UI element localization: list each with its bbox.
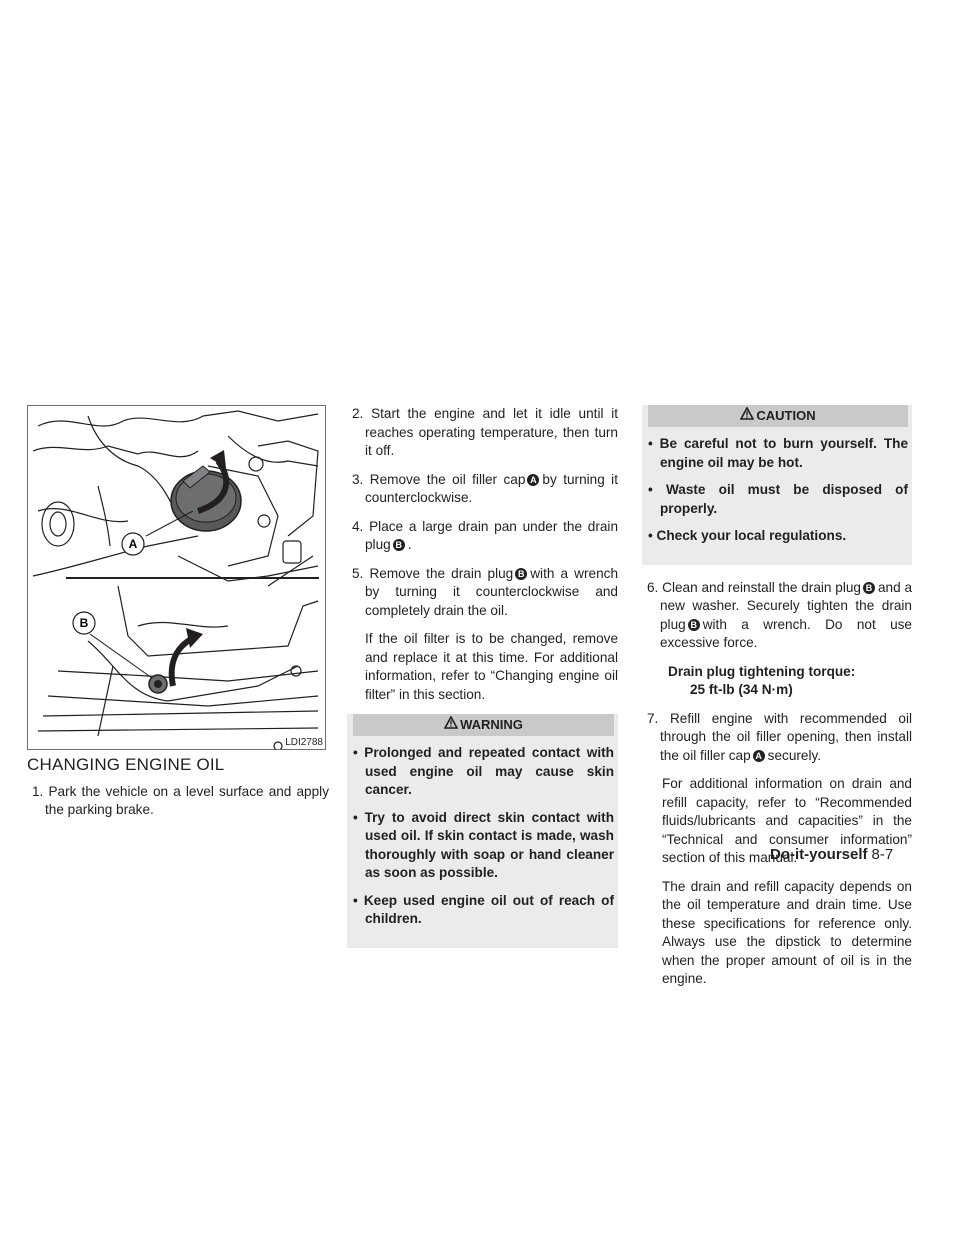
bullet: • (648, 528, 653, 543)
ref-b-icon: B (688, 619, 700, 631)
step-5 (347, 565, 618, 621)
caution-text: Waste oil must be disposed of properly. (660, 482, 908, 516)
step-text: by turning it counterclockwise. (365, 471, 618, 505)
caution-item (648, 481, 908, 518)
caution-text: Be careful not to burn yourself. The engine oil may be hot. (659, 436, 909, 470)
step-text: Remove the oil filler cap (369, 471, 526, 487)
caution-item (648, 435, 908, 472)
bullet: • (648, 436, 653, 451)
step-text: Refill engine with recommended oil through the oil filler opening, then install the oil filler cap (660, 710, 912, 763)
step-number: 7. (647, 710, 659, 726)
warning-text: Keep used engine oil out of reach of children. (363, 892, 615, 926)
page-footer (770, 846, 930, 863)
figure-label: LDI2788 (285, 737, 323, 748)
step-text: with a wrench. Do not use excessive force. (660, 616, 912, 650)
step-text: Clean and reinstall the drain plug (662, 579, 861, 595)
column-right (642, 405, 912, 999)
warning-item (353, 892, 614, 929)
ref-a-icon: A (753, 750, 765, 762)
step-text: Place a large drain pan under the drain plug (365, 518, 619, 552)
caution-item (648, 527, 908, 546)
warning-text: Try to avoid direct skin contact with used oil. If skin contact is made, wash thoroughly with soap or hand cleaner as soon as possible. (364, 809, 615, 880)
ref-a-icon: A (527, 474, 539, 486)
bullet: • (353, 745, 358, 760)
warning-text: Prolonged and repeated contact with used engine oil may cause skin cancer. (364, 745, 614, 797)
engine-illustration (28, 406, 325, 749)
step-number: 1. (32, 783, 44, 799)
step-text: Park the vehicle on a level surface and apply the parking brake. (45, 783, 329, 817)
bullet: • (353, 809, 358, 825)
warning-box (347, 714, 618, 948)
warning-triangle-icon (444, 716, 458, 735)
callout-b: B (79, 616, 89, 630)
caution-text: Check your local regulations. (656, 528, 847, 543)
step-3 (347, 471, 618, 508)
step-number: 3. (352, 471, 364, 487)
engine-oil-figure (27, 405, 326, 750)
column-middle (347, 405, 618, 962)
step-number: 6. (647, 579, 659, 595)
step-5-note: If the oil filter is to be changed, remove and replace it at this time. For additional information, refer to “Changing engine oil filter” in this section. (365, 631, 618, 702)
footer-section: Do-it-yourself (770, 846, 868, 863)
step-number: 4. (352, 518, 364, 534)
warning-header (353, 714, 614, 736)
step-text: . (407, 537, 412, 552)
ref-b-icon: B (863, 582, 875, 594)
step-text: securely. (767, 747, 822, 763)
bullet: • (648, 482, 653, 497)
ref-b-icon: B (393, 539, 405, 551)
caution-triangle-icon (740, 407, 754, 426)
step-number: 2. (352, 406, 364, 421)
step-7 (642, 710, 912, 766)
section-title: CHANGING ENGINE OIL (27, 755, 225, 774)
bullet: • (353, 892, 358, 908)
callout-a: A (128, 537, 138, 551)
torque-value: 25 ft-lb (34 N·m) (690, 682, 793, 697)
caution-header (648, 405, 908, 427)
step-7-note: The drain and refill capacity depends on the oil temperature and drain time. Use these specifications for reference only. Always use the dipstick to determine when the proper amount of oil is in the engine. (662, 878, 912, 986)
warning-item (353, 744, 614, 800)
step-text: Start the engine and let it idle until it reaches operating temperature, then turn it off. (365, 406, 619, 458)
step-text: with a wrench by turning it counterclockwise and completely drain the oil. (365, 565, 619, 618)
ref-b-icon: B (515, 568, 527, 580)
step-text: Remove the drain plug (369, 565, 514, 581)
caution-title: CAUTION (756, 407, 816, 423)
step-text: and a new washer. Securely tighten the drain plug (660, 579, 912, 632)
step-2 (347, 405, 618, 461)
caution-box (642, 405, 912, 565)
step-7-note: For additional information on drain and refill capacity, refer to “Recommended fluids/lubricants and capacities” in the “Technical and consumer information” section of this manual. (662, 776, 912, 865)
torque-label: Drain plug tightening torque: (668, 663, 856, 679)
step-1 (27, 783, 329, 820)
warning-item (353, 809, 614, 883)
step-6 (642, 579, 912, 653)
step-number: 5. (352, 565, 364, 581)
step-4 (347, 518, 618, 555)
warning-title: WARNING (460, 716, 523, 732)
footer-page: 8-7 (871, 846, 894, 863)
column-left (27, 405, 329, 830)
